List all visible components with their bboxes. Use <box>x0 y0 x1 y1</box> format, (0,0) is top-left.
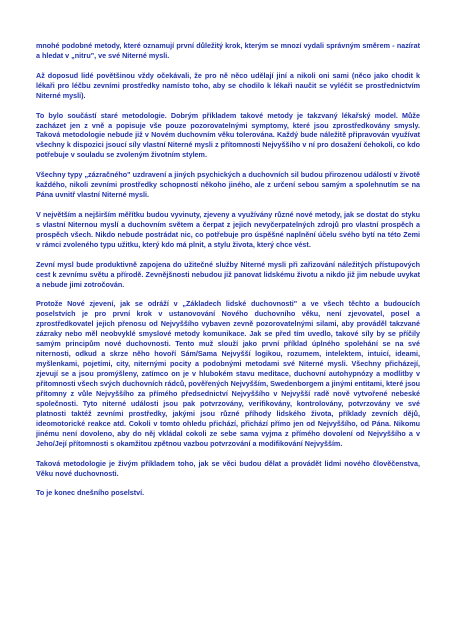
paragraph-9: To je konec dnešního poselství. <box>36 488 145 498</box>
paragraph-7: Protože Nové zjevení, jak se odráží v „Základech lidské duchovnosti" a ve všech těchto a budoucích poselstvích je pro první krok v ustanovování Nového duchovního věku, není zjevovatel, posel a zprostředkovatel jejich přenosu od Nejvyššího vybaven zevně pozorovatelnými silami, aby prováděl takzvané zázraky nebo měl neobvyklé smyslové metody komunikace. Jak se před tím uvedlo, takové síly by se příčily samým principům nové duchovnosti. Tento muž slouží jako první příklad úplného spolehání se na své niternosti, odkud a skrze něho hovoří Sám/Sama Nejvyšší logikou, rozumem, intelektem, intuicí, ideami, myšlenkami, pojetími, city, niternými pocity a podobnými metodami své Niterné mysli. Všechny přicházejí, zjevují se a jsou promýšleny, zatímco on je v hlubokém stavu meditace, duchovní autohypnózy a modlitby v přítomnosti všech svých duchovních rádců, pověřených Nejvyšším, Swedenborgem a jinými entitami, které jsou přítomny z vůle Nejvyššího za přímého předsednictví Nejvyššího v Nejvyšší radě nově vytvořené nebeské společnosti. Tyto niterné události jsou pak potvrzovány, verifikovány, kontrolovány, potvrzovány ve své platnosti taktéž zevními prostředky, jakými jsou různé příhody lidského života, příklady zevních dějů, ideomotorické reakce atd. Cokoli v tomto ohledu přichází, přichází přímo jen od Nejvyššího, od Pána. Nikomu jinému není dovoleno, aby do něj vkládal cokoli ze sebe sama vyjma z přímého dovolení od Nejvyššího a v Jeho/Její přítomnosti s okamžitou zpětnou vazbou potvrzování a modifikování Nejvyšším. <box>36 299 420 448</box>
paragraph-5: V největším a nejširším měřítku budou vyvinuty, zjeveny a využívány různé nové metody, jak se dostat do styku s vlastní Niternou myslí a duchovním světem a čerpat z jejich nevyčerpatelných zdrojů pro vlastní prospěch a prospěch všech. Nikdo nebude postrádat nic, co potřebuje pro úspěšné naplnění účelu svého bytí na této Zemi v rámci zvoleného typu užitku, který kdo má plnit, a stylu života, který chce vést. <box>36 209 420 249</box>
paragraph-1: mnohé podobné metody, které oznamují první důležitý krok, kterým se mnozí vydali správným směrem - nazírat a hledat v „nitru", ve své Niterné mysli. <box>36 41 420 60</box>
paragraph-8: Taková metodologie je živým příkladem toho, jak se věci budou dělat a provádět lidmi nového člověčenstva, Věku nové duchovnosti. <box>36 458 420 478</box>
paragraph-2: Až doposud lidé povětšinou vždy očekávali, že pro ně něco udělají jiní a nikoli oni sami (něco jako chodit k lékaři pro léčbu zevními prostředky namísto toho, aby se chodilo k lékaři naučit se vyléčit se prostřednictvím Niterné mysli). <box>36 70 420 100</box>
paragraph-3: To bylo součástí staré metodologie. Dobrým příkladem takové metody je takzvaný lékařský model. Může zacházet jen z vně a popisuje vše pouze pozorovatelnými symptomy, které jsou zprostředkovány smysly. Taková metodologie nebude již v Novém duchovním věku tolerována. Každý bude náležitě připravován využívat všechny k dispozici jsoucí síly vlastní Niterné mysli z přítomnosti Nejvyššího v ní pro dosažení čehokoli, co kdo potřebuje v souladu se zvoleným životním stylem. <box>36 110 420 160</box>
paragraph-6: Zevní mysl bude produktivně zapojena do užitečné služby Niterné mysli při zařizování náležitých přístupových cest k zevnímu světu a přírodě. Zevnějšnosti nebudou již panovat lidskému životu a nikdo již jim nebude uvykat a nebude jimi zotročován. <box>36 259 420 289</box>
paragraph-4: Všechny typy „zázračného" uzdravení a jiných psychických a duchovních sil budou přirozenou událostí v životě každého, nikoli zevními prostředky schopností někoho jiného, ale z určení sebou samým a spolehnutím se na Pána uvnitř vlastní Niterné mysli. <box>36 170 420 200</box>
document-body <box>36 41 420 508</box>
